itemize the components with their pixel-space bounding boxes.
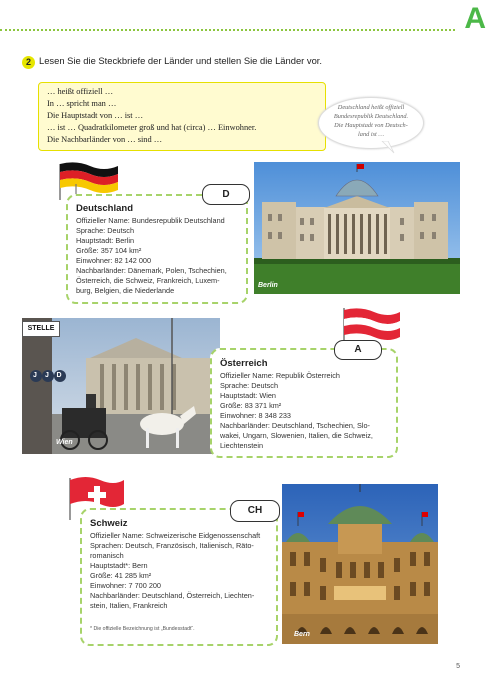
phrase-line: Die Hauptstadt von … ist …	[47, 111, 144, 120]
bubble-line: Bundesrepublik Deutschland.	[333, 113, 409, 120]
bern-photo	[282, 484, 438, 644]
phrase-line: Die Nachbarländer von … sind …	[47, 135, 163, 144]
profile-line: Einwohner: 7 700 200	[90, 581, 161, 590]
country-code-badge: A	[334, 340, 382, 360]
phrase-box	[38, 82, 326, 151]
tram-sign-letter: D	[56, 372, 62, 379]
profile-line: Offizieller Name: Schweizerische Eidgenossenschaft	[90, 531, 261, 540]
profile-line: Nachbarländer: Deutschland, Tschechien, Slo-	[220, 421, 370, 430]
profile-line: Hauptstadt: Wien	[220, 391, 276, 400]
profile-line: Nachbarländer: Dänemark, Polen, Tschechien,	[76, 266, 227, 275]
profile-line: Nachbarländer: Deutschland, Österreich, Liechten-	[90, 591, 255, 600]
country-code-badge: D	[202, 184, 250, 205]
photo-caption: Wien	[56, 439, 73, 446]
profile-line: wakei, Ungarn, Slowenien, Italien, die Schweiz,	[220, 431, 373, 440]
switzerland-profile-card	[80, 508, 278, 646]
country-code-badge: CH	[230, 500, 280, 522]
phrase-line: In … spricht man …	[47, 99, 117, 108]
profile-line: stein, Italien, Frankreich	[90, 601, 168, 610]
bubble-line: land ist …	[358, 131, 384, 138]
profile-line: Hauptstadt: Berlin	[76, 236, 135, 245]
footnote: * Die offizielle Bezeichnung ist „Bundesstadt“.	[90, 626, 195, 632]
profile-line: Einwohner: 82 142 000	[76, 256, 152, 265]
exercise-number-badge: 2	[22, 56, 35, 69]
profile-line: Größe: 357 104 km²	[76, 246, 142, 255]
phrase-line: … ist … Quadratkilometer groß und hat (circa) … Einwohner.	[47, 123, 257, 132]
profile-line: Offizieller Name: Republik Österreich	[220, 371, 340, 380]
profile-line: Liechtenstein	[220, 441, 264, 450]
profile-line: Hauptstadt*: Bern	[90, 561, 148, 570]
berlin-photo	[254, 162, 460, 294]
profile-line: Größe: 41 285 km²	[90, 571, 152, 580]
parliament-carriage-illustration	[22, 318, 220, 454]
reichstag-illustration	[254, 162, 460, 294]
austria-profile-card	[210, 348, 398, 458]
profile-line: burg, Belgien, die Niederlande	[76, 286, 175, 295]
country-name: Deutschland	[76, 203, 134, 214]
bubble-tail	[380, 141, 400, 155]
header-dotted-rule	[0, 29, 455, 31]
profile-line: Sprache: Deutsch	[220, 381, 279, 390]
exercise-instruction: Lesen Sie die Steckbriefe der Länder und stellen Sie die Länder vor.	[39, 55, 322, 66]
profile-line: Größe: 83 371 km²	[220, 401, 282, 410]
bubble-line: Deutschland heißt offiziell	[337, 104, 405, 111]
speech-bubble	[318, 97, 424, 149]
tram-stop-sign: STELLE	[22, 321, 60, 337]
profile-line: Einwohner: 8 348 233	[220, 411, 291, 420]
tram-sign-letter: J	[45, 372, 49, 379]
section-letter: A	[464, 2, 486, 35]
profile-line: romanisch	[90, 551, 124, 560]
profile-line: Sprachen: Deutsch, Französisch, Italienisch, Räto-	[90, 541, 254, 550]
photo-caption: Berlin	[258, 282, 278, 289]
page-number: 5	[456, 663, 460, 670]
tram-sign-letter: J	[33, 372, 37, 379]
profile-line: Österreich, die Schweiz, Frankreich, Luxem-	[76, 276, 220, 285]
country-name: Österreich	[220, 358, 268, 369]
federal-palace-illustration	[282, 484, 438, 644]
germany-profile-card	[66, 194, 248, 304]
country-name: Schweiz	[90, 518, 128, 529]
photo-caption: Bern	[294, 631, 310, 638]
profile-line: Sprache: Deutsch	[76, 226, 135, 235]
profile-line: Offizieller Name: Bundesrepublik Deutschland	[76, 216, 225, 225]
phrase-line: … heißt offiziell …	[47, 87, 114, 96]
bubble-line: Die Hauptstadt von Deutsch-	[334, 122, 408, 129]
vienna-photo	[22, 318, 220, 454]
